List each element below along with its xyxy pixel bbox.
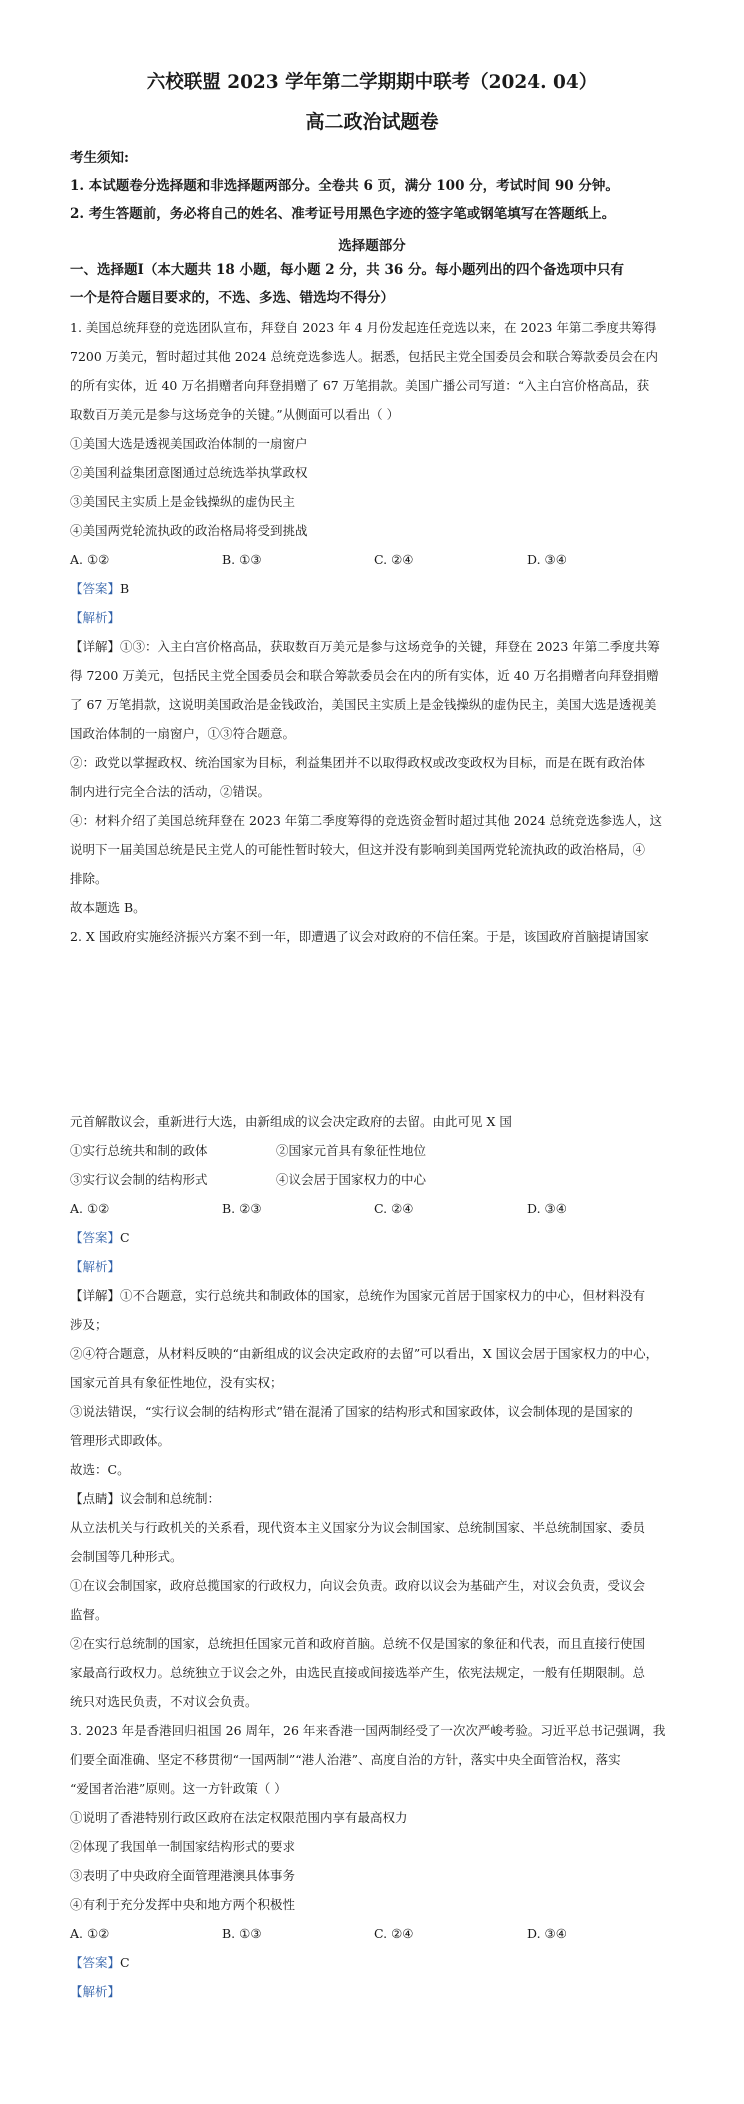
q1-detail-line: 排除。 <box>70 871 108 886</box>
q1-detail-line: 【详解】①③：入主白宫价格高品，获取数百万美元是参与这场竞争的关键，拜登在 2023 年第二季度共筹 <box>70 639 660 654</box>
q2-comment-line: 会制国等几种形式。 <box>70 1549 183 1564</box>
q2-item: ③实行议会制的结构形式 <box>70 1172 208 1187</box>
q2-detail-line: ③说法错误，“实行议会制的结构形式”错在混淆了国家的结构形式和国家政体，议会制体现的是国家的 <box>70 1404 633 1419</box>
q2-option-c: C. ②④ <box>374 1201 414 1216</box>
q2-stem-line: 元首解散议会，重新进行大选，由新组成的议会决定政府的去留。由此可见 X 国 <box>70 1114 512 1129</box>
q2-detail-line: 【详解】①不合题意，实行总统共和制政体的国家，总统作为国家元首居于国家权力的中心，但材料没有 <box>70 1288 646 1303</box>
q2-comment-line: ①在议会制国家，政府总揽国家的行政权力，向议会负责。政府以议会为基础产生，对议会负责，受议会 <box>70 1578 646 1593</box>
q1-detail-line: 故本题选 B。 <box>70 900 146 915</box>
q1-option-c: C. ②④ <box>374 552 414 567</box>
q3-stem-line: “爱国者治港”原则。这一方针政策（ ） <box>70 1781 287 1796</box>
comment-tag: 【点睛】 <box>70 1491 121 1506</box>
q2-detail-line: 管理形式即政体。 <box>70 1433 171 1448</box>
q2-comment-line: 家最高行政权力。总统独立于议会之外，由选民直接或间接选举产生，依宪法规定，一般有任期限制。总 <box>70 1665 646 1680</box>
q1-stem-line: 的所有实体，近 40 万名捐赠者向拜登捐赠了 67 万笔捐款。美国广播公司写道：“入主白宫价格高品，获 <box>70 378 650 393</box>
q1-option-d: D. ③④ <box>527 552 567 567</box>
q2-detail-line: 涉及； <box>70 1317 108 1332</box>
q1-stem-line: 1. 美国总统拜登的竞选团队宣布，拜登自 2023 年 4 月份发起连任竞选以来，在 2023 年第二季度共筹得 <box>70 320 657 335</box>
q2-detail-line: ②④符合题意，从材料反映的“由新组成的议会决定政府的去留”可以看出，X 国议会居于国家权力的中心， <box>70 1346 659 1361</box>
notice-item-2: 2. 考生答题前，务必将自己的姓名、准考证号用黑色字迹的签字笔或钢笔填写在答题纸上。 <box>70 206 616 222</box>
q1-item: ③美国民主实质上是金钱操纵的虚伪民主 <box>70 494 296 509</box>
q3-item: ②体现了我国单一制国家结构形式的要求 <box>70 1839 296 1854</box>
exam-subtitle: 高二政治试题卷 <box>305 111 439 133</box>
q3-option-d: D. ③④ <box>527 1926 567 1941</box>
q1-detail-line: 国政治体制的一扇窗户，①③符合题意。 <box>70 726 296 741</box>
section-heading-line-1: 一、选择题Ⅰ（本大题共 18 小题，每小题 2 分，共 36 分。每小题列出的四个备选项中只有 <box>70 262 624 278</box>
q1-stem-line: 取数百万美元是参与这场竞争的关键。”从侧面可以看出（ ） <box>70 407 400 422</box>
q2-analysis-tag: 【解析】 <box>70 1259 121 1274</box>
q2-item: ④议会居于国家权力的中心 <box>276 1172 427 1187</box>
q2-answer-value: C <box>120 1230 130 1245</box>
q3-stem-line: 3. 2023 年是香港回归祖国 26 周年，26 年来香港一国两制经受了一次次严峻考验。习近平总书记强调，我 <box>70 1723 666 1738</box>
q1-option-a: A. ①② <box>70 552 110 567</box>
q1-answer-value: B <box>120 581 130 596</box>
notice-heading: 考生须知: <box>70 150 129 166</box>
q1-detail-line: 说明下一届美国总统是民主党人的可能性暂时较大，但这并没有影响到美国两党轮流执政的政治格局，④ <box>70 842 646 857</box>
q2-stem-line: 2. X 国政府实施经济振兴方案不到一年，即遭遇了议会对政府的不信任案。于是，该国政府首脑提请国家 <box>70 929 649 944</box>
q1-detail-line: ④：材料介绍了美国总统拜登在 2023 年第二季度筹得的竞选资金暂时超过其他 2024 总统竞选参选人，这 <box>70 813 663 828</box>
q3-item: ①说明了香港特别行政区政府在法定权限范围内享有最高权力 <box>70 1810 408 1825</box>
q2-comment-line: ②在实行总统制的国家，总统担任国家元首和政府首脑。总统不仅是国家的象征和代表，而且直接行使国 <box>70 1636 646 1651</box>
q1-analysis-tag: 【解析】 <box>70 610 121 625</box>
q1-option-b: B. ①③ <box>222 552 262 567</box>
q1-item: ②美国利益集团意图通过总统选举执掌政权 <box>70 465 308 480</box>
detail-tag: 【详解】 <box>70 1288 121 1303</box>
q1-detail-line: 了 67 万笔捐款，这说明美国政治是金钱政治，美国民主实质上是金钱操纵的虚伪民主，美国大选是透视美 <box>70 697 657 712</box>
q1-detail-line: ②：政党以掌握政权、统治国家为目标，利益集团并不以取得政权或改变政权为目标，而是在既有政治体 <box>70 755 646 770</box>
q3-answer <box>70 1955 130 1971</box>
q1-stem-line: 7200 万美元，暂时超过其他 2024 总统竞选参选人。据悉，包括民主党全国委员会和联合筹款委员会在内 <box>70 349 659 364</box>
q2-comment-line: 统只对选民负责，不对议会负责。 <box>70 1694 258 1709</box>
q2-option-a: A. ①② <box>70 1201 110 1216</box>
q2-item: ②国家元首具有象征性地位 <box>276 1143 427 1158</box>
exam-title: 六校联盟 2023 学年第二学期期中联考（2024. 04） <box>146 72 598 93</box>
q3-item: ④有利于充分发挥中央和地方两个积极性 <box>70 1897 296 1912</box>
q3-option-c: C. ②④ <box>374 1926 414 1941</box>
q3-analysis-tag: 【解析】 <box>70 1984 121 1999</box>
notice-item-1: 1. 本试题卷分选择题和非选择题两部分。全卷共 6 页，满分 100 分，考试时间 90 分钟。 <box>70 178 619 194</box>
q3-option-a: A. ①② <box>70 1926 110 1941</box>
q3-option-b: B. ①③ <box>222 1926 262 1941</box>
q2-comment-heading: 【点睛】议会制和总统制： <box>70 1491 221 1506</box>
q1-answer <box>70 581 129 597</box>
q3-item: ③表明了中央政府全面管理港澳具体事务 <box>70 1868 296 1883</box>
q3-answer-value: C <box>120 1955 130 1970</box>
answer-tag: 【答案】 <box>70 1955 121 1970</box>
section-heading-line-2: 一个是符合题目要求的，不选、多选、错选均不得分） <box>70 290 394 306</box>
q1-item: ④美国两党轮流执政的政治格局将受到挑战 <box>70 523 308 538</box>
q2-answer <box>70 1230 130 1246</box>
q2-option-d: D. ③④ <box>527 1201 567 1216</box>
q2-comment-line: 从立法机关与行政机关的关系看，现代资本主义国家分为议会制国家、总统制国家、半总统制国家、委员 <box>70 1520 646 1535</box>
answer-tag: 【答案】 <box>70 581 121 596</box>
q2-comment-line: 监督。 <box>70 1607 108 1622</box>
q1-item: ①美国大选是透视美国政治体制的一扇窗户 <box>70 436 308 451</box>
q2-detail-line: 故选：C。 <box>70 1462 130 1477</box>
q1-detail-line: 制内进行完全合法的活动，②错误。 <box>70 784 271 799</box>
q1-detail-line: 得 7200 万美元，包括民主党全国委员会和联合筹款委员会在内的所有实体，近 40 万名捐赠者向拜登捐赠 <box>70 668 659 683</box>
q2-item: ①实行总统共和制的政体 <box>70 1143 208 1158</box>
q2-option-b: B. ②③ <box>222 1201 262 1216</box>
section-title: 选择题部分 <box>338 238 406 254</box>
answer-tag: 【答案】 <box>70 1230 121 1245</box>
q3-stem-line: 们要全面准确、坚定不移贯彻“一国两制”“港人治港”、高度自治的方针，落实中央全面管治权，落实 <box>70 1752 621 1767</box>
q2-detail-line: 国家元首具有象征性地位，没有实权； <box>70 1375 283 1390</box>
detail-tag: 【详解】 <box>70 639 121 654</box>
